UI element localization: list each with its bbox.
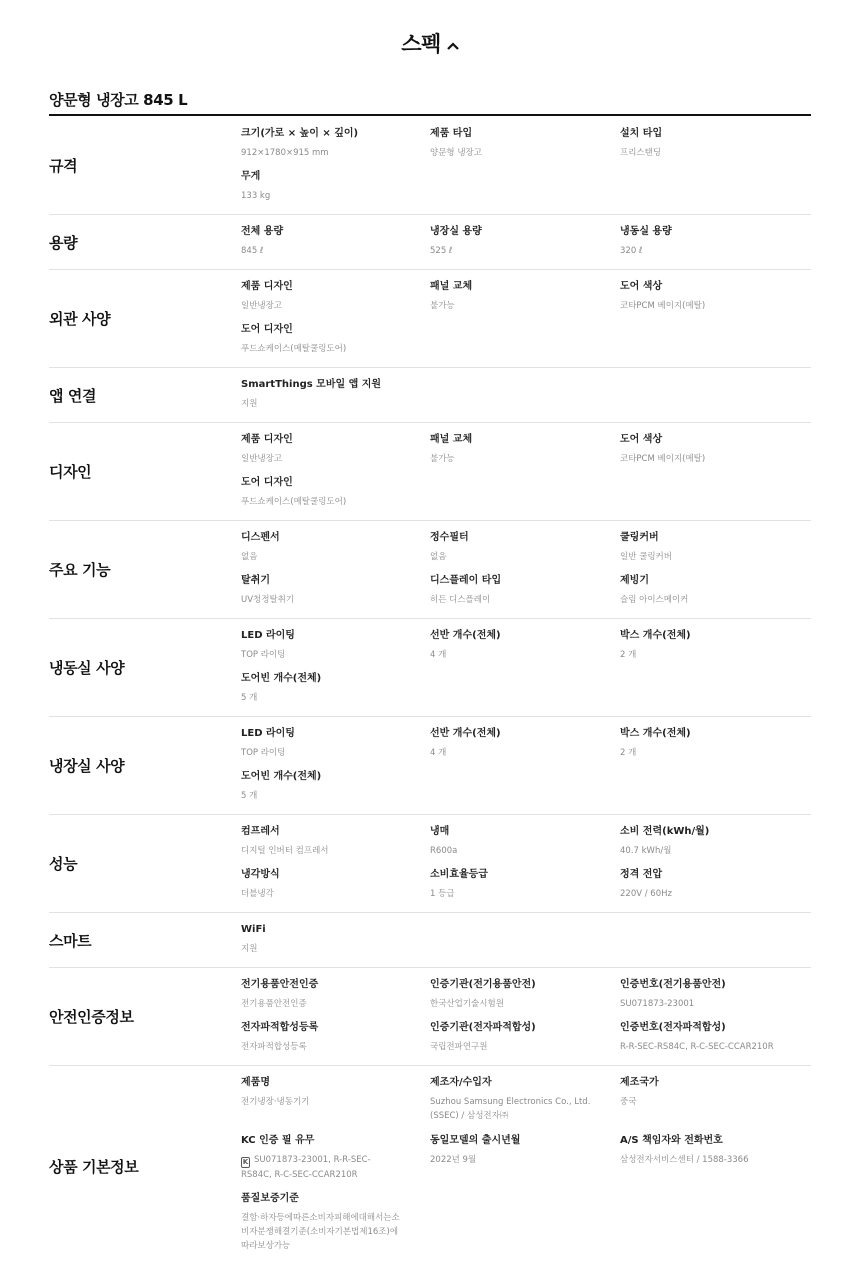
spec-item <box>620 433 705 466</box>
spec-item <box>241 1134 401 1182</box>
section-safety-cert <box>49 968 811 1066</box>
spec-label: 박스 개수(전체) <box>620 630 691 641</box>
spec-label: 무게 <box>241 171 261 182</box>
chevron-up-icon <box>447 31 459 55</box>
spec-value: 일반냉장고 <box>241 454 283 464</box>
spec-value: 4 개 <box>430 748 447 758</box>
spec-label: SmartThings 모바일 앱 지원 <box>241 379 382 390</box>
section-title: 스마트 <box>49 931 92 950</box>
spec-item <box>430 531 469 564</box>
spec-label: 선반 개수(전체) <box>430 728 501 739</box>
section-freezer <box>49 619 811 717</box>
spec-label: 소비효율등급 <box>430 869 488 880</box>
spec-item <box>430 280 472 313</box>
spec-label: 도어빈 개수(전체) <box>241 673 322 684</box>
spec-item <box>241 825 329 858</box>
spec-value: TOP 라이팅 <box>241 748 286 758</box>
spec-value: Suzhou Samsung Electronics Co., Ltd. (SSEC) / 삼성전자㈜ <box>430 1097 591 1121</box>
spec-label: 인증기관(전자파적합성) <box>430 1022 536 1033</box>
section-title: 냉장실 사양 <box>49 757 125 775</box>
spec-value: 지원 <box>241 944 258 954</box>
spec-label: 인증번호(전기용품안전) <box>620 979 726 990</box>
spec-label: 전기용품안전인증 <box>241 979 319 990</box>
spec-label: KC 인증 필 유무 <box>241 1135 315 1146</box>
spec-label: 냉각방식 <box>241 869 280 880</box>
section-product-info <box>49 1066 811 1266</box>
spec-label: 전체 용량 <box>241 226 284 237</box>
spec-item <box>430 1076 600 1123</box>
spec-item <box>430 727 501 760</box>
spec-value: 더블냉각 <box>241 889 274 899</box>
spec-item <box>620 978 726 1011</box>
spec-value: 2 개 <box>620 650 637 660</box>
spec-item <box>241 868 280 901</box>
spec-item <box>241 170 270 203</box>
spec-item <box>241 574 294 607</box>
section-capacity <box>49 215 811 270</box>
spec-value: 불가능 <box>430 301 455 311</box>
spec-item <box>241 433 293 466</box>
spec-label: 제품 타입 <box>430 128 473 139</box>
spec-value: 삼성전자서비스센터 / 1588-3366 <box>620 1155 749 1165</box>
spec-label: 품질보증기준 <box>241 1193 299 1204</box>
spec-item <box>241 923 266 956</box>
spec-value: 프리스탠딩 <box>620 148 662 158</box>
spec-label: 제조자/수입자 <box>430 1077 492 1088</box>
spec-value: 525 ℓ <box>430 246 453 256</box>
spec-value: 전자파적합성등록 <box>241 1042 307 1052</box>
spec-label: 정격 전압 <box>620 869 663 880</box>
spec-value: 5 개 <box>241 791 258 801</box>
spec-value: 결함·하자등에따른소비자피해에대해서는소비자분쟁해결기준(소비자기본법제16조)에 따라보상가능 <box>241 1213 400 1251</box>
section-smart <box>49 913 811 968</box>
spec-label: 설치 타입 <box>620 128 663 139</box>
spec-label: 제조국가 <box>620 1077 659 1088</box>
spec-label: 도어빈 개수(전체) <box>241 771 322 782</box>
section-exterior <box>49 270 811 368</box>
spec-label: 동일모델의 출시년월 <box>430 1135 521 1146</box>
spec-item <box>430 433 472 466</box>
spec-item <box>241 280 293 313</box>
spec-item <box>241 1076 309 1109</box>
spec-label: 제품 디자인 <box>241 281 293 292</box>
spec-label: 냉장실 용량 <box>430 226 482 237</box>
spec-label: 도어 디자인 <box>241 324 293 335</box>
spec-item <box>620 868 672 901</box>
spec-item <box>241 629 295 662</box>
spec-value: 한국산업기술시험원 <box>430 999 504 1009</box>
spec-value: 전기용품안전인증 <box>241 999 307 1009</box>
spec-label: 소비 전력(kWh/월) <box>620 826 710 837</box>
spec-value: SU071873-23001, R-R-SEC-RS84C, R-C-SEC-CCAR210R <box>241 1155 371 1180</box>
spec-item <box>620 127 662 160</box>
spec-item <box>430 574 501 607</box>
spec-item <box>430 127 482 160</box>
spec-label: 인증기관(전기용품안전) <box>430 979 536 990</box>
section-title: 앱 연결 <box>49 386 97 405</box>
spec-label: A/S 책임자와 전화번호 <box>620 1135 723 1146</box>
spec-item <box>430 1134 520 1167</box>
spec-value: 불가능 <box>430 454 455 464</box>
spec-value: 220V / 60Hz <box>620 889 672 899</box>
spec-header-toggle[interactable] <box>0 28 860 58</box>
spec-item <box>430 868 488 901</box>
spec-value: R600a <box>430 846 458 856</box>
spec-item <box>620 727 691 760</box>
section-title: 성능 <box>49 855 78 873</box>
spec-label: 정수필터 <box>430 532 469 543</box>
section-title: 용량 <box>49 233 78 252</box>
spec-value: 133 kg <box>241 191 271 201</box>
spec-item <box>241 225 283 258</box>
spec-label: 선반 개수(전체) <box>430 630 501 641</box>
spec-value: 320 ℓ <box>620 246 643 256</box>
spec-value: 912×1780×915 mm <box>241 148 329 158</box>
spec-value: 디지털 인버터 컴프레서 <box>241 846 329 856</box>
spec-value: 1 등급 <box>430 889 455 899</box>
spec-label: 도어 색상 <box>620 281 663 292</box>
spec-label: 도어 색상 <box>620 434 663 445</box>
spec-title: 스펙 <box>401 32 441 56</box>
spec-value-with-icon <box>241 1153 401 1182</box>
spec-item <box>241 727 295 760</box>
spec-item <box>241 378 381 411</box>
section-design <box>49 423 811 521</box>
spec-value: UV청정탈취기 <box>241 595 295 605</box>
spec-value: 코타PCM 베이지(메탈) <box>620 454 706 464</box>
spec-value: 슬림 아이스메이커 <box>620 595 689 605</box>
spec-item <box>241 531 280 564</box>
spec-value: 푸드쇼케이스(메탈쿨링도어) <box>241 344 347 354</box>
spec-value: 양문형 냉장고 <box>430 148 482 158</box>
spec-label: WiFi <box>241 924 266 935</box>
spec-item <box>430 978 536 1011</box>
spec-label: 컴프레서 <box>241 826 280 837</box>
spec-item <box>241 1192 403 1253</box>
spec-value: 전기냉장·냉동기기 <box>241 1097 310 1107</box>
spec-label: 디스펜서 <box>241 532 280 543</box>
spec-label: 탈취기 <box>241 575 270 586</box>
spec-value: 845 ℓ <box>241 246 264 256</box>
section-title: 주요 기능 <box>49 561 111 579</box>
spec-value: 코타PCM 베이지(메탈) <box>620 301 706 311</box>
spec-value: 지원 <box>241 399 258 409</box>
spec-value: 없음 <box>430 552 447 562</box>
spec-value: 40.7 kWh/월 <box>620 846 672 856</box>
spec-value: 푸드쇼케이스(메탈쿨링도어) <box>241 497 347 507</box>
spec-value: 일반냉장고 <box>241 301 283 311</box>
spec-item <box>241 770 321 803</box>
spec-label: 제품명 <box>241 1077 270 1088</box>
spec-item <box>241 323 346 356</box>
spec-item <box>620 225 672 258</box>
spec-label: 박스 개수(전체) <box>620 728 691 739</box>
spec-label: 패널 교체 <box>430 434 473 445</box>
spec-value: 2022년 9월 <box>430 1155 477 1165</box>
section-title: 안전인증정보 <box>49 1008 134 1026</box>
spec-item <box>241 672 321 705</box>
spec-item <box>620 629 691 662</box>
section-key-features <box>49 521 811 619</box>
product-name: 양문형 냉장고 845 L <box>49 91 188 109</box>
section-title: 디자인 <box>49 463 92 481</box>
spec-item <box>241 127 358 160</box>
spec-item <box>241 978 318 1011</box>
spec-item <box>620 1076 659 1109</box>
spec-label: 제빙기 <box>620 575 649 586</box>
kc-mark-icon: K <box>242 1158 249 1166</box>
spec-label: 냉매 <box>430 826 450 837</box>
spec-value: 2 개 <box>620 748 637 758</box>
section-title: 상품 기본정보 <box>49 1157 139 1176</box>
spec-item <box>620 1134 749 1167</box>
spec-item <box>620 574 688 607</box>
spec-value: 일반 쿨링커버 <box>620 552 672 562</box>
spec-value: 히든 디스플레이 <box>430 595 491 605</box>
spec-item <box>620 825 709 858</box>
spec-item <box>620 280 705 313</box>
spec-label: 제품 디자인 <box>241 434 293 445</box>
spec-value: 없음 <box>241 552 258 562</box>
spec-label: 냉동실 용량 <box>620 226 672 237</box>
spec-label: 전자파적합성등록 <box>241 1022 319 1033</box>
spec-value: TOP 라이팅 <box>241 650 286 660</box>
section-dimensions <box>49 116 811 215</box>
section-performance <box>49 815 811 913</box>
spec-item <box>430 225 482 258</box>
spec-value: 국립전파연구원 <box>430 1042 488 1052</box>
spec-item <box>620 531 672 564</box>
spec-value: R-R-SEC-RS84C, R-C-SEC-CCAR210R <box>620 1042 774 1052</box>
spec-label: LED 라이팅 <box>241 630 295 641</box>
spec-item <box>241 1021 318 1054</box>
section-fridge <box>49 717 811 815</box>
spec-label: LED 라이팅 <box>241 728 295 739</box>
spec-label: 쿨링커버 <box>620 532 659 543</box>
spec-value: SU071873-23001 <box>620 999 695 1009</box>
spec-label: 도어 디자인 <box>241 477 293 488</box>
section-title: 규격 <box>49 156 78 175</box>
section-app-connect <box>49 368 811 423</box>
spec-label: 디스플레이 타입 <box>430 575 502 586</box>
spec-value: 5 개 <box>241 693 258 703</box>
section-title: 외관 사양 <box>49 310 111 328</box>
spec-value: 중국 <box>620 1097 637 1107</box>
spec-item <box>430 629 501 662</box>
spec-label: 크기(가로 × 높이 × 깊이) <box>241 128 359 139</box>
spec-item <box>241 476 346 509</box>
spec-label: 인증번호(전자파적합성) <box>620 1022 726 1033</box>
spec-item <box>620 1021 774 1054</box>
section-title: 냉동실 사양 <box>49 659 125 677</box>
spec-value: 4 개 <box>430 650 447 660</box>
spec-item <box>430 825 457 858</box>
spec-item <box>430 1021 536 1054</box>
spec-label: 패널 교체 <box>430 281 473 292</box>
